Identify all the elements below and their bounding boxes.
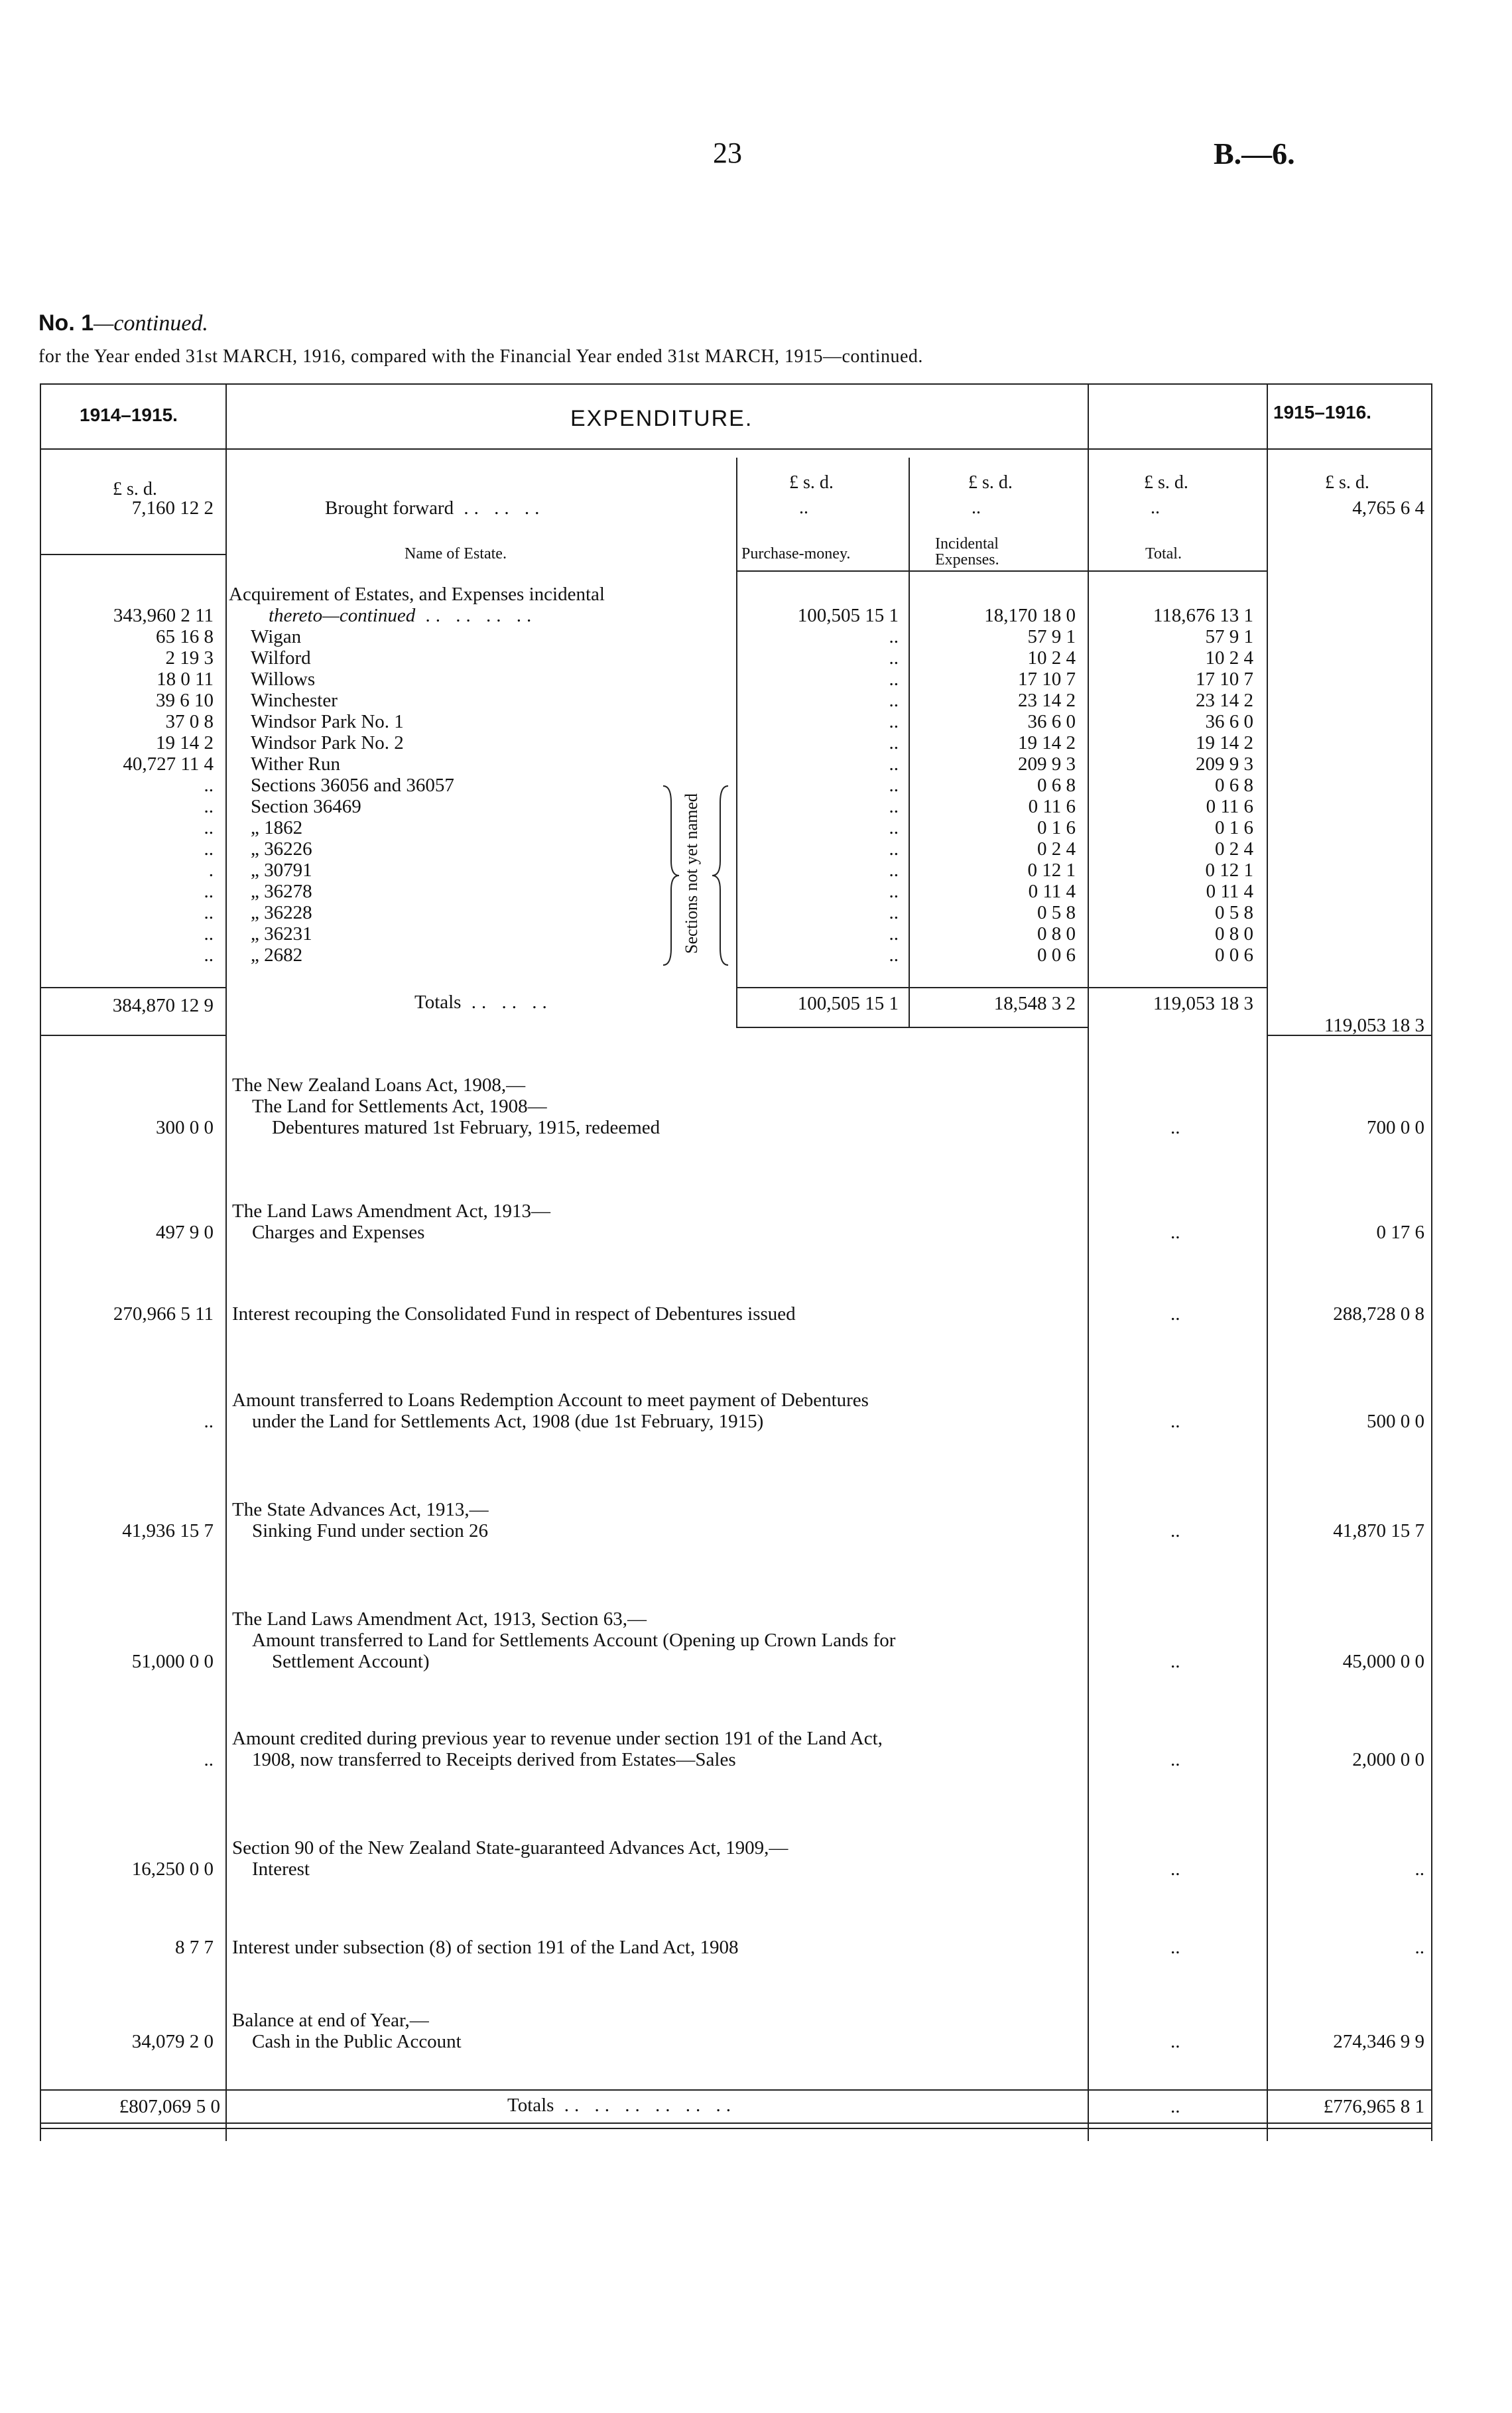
estate-name: Wigan	[251, 626, 302, 647]
item-previous-amount: 41,936 15 7	[122, 1520, 214, 1541]
item-description-line: Settlement Account)	[272, 1651, 430, 1672]
estate-total: 0 6 8	[1215, 775, 1253, 796]
item-current-amount: 41,870 15 7	[1333, 1520, 1424, 1541]
estate-incidental-expenses: 19 14 2	[1018, 732, 1076, 753]
estate-incidental-expenses: 0 6 8	[1037, 775, 1076, 796]
estate-total: 0 11 6	[1206, 796, 1253, 817]
estate-previous-amount: 39 6 10	[156, 690, 214, 711]
document-code: B.—6.	[1214, 137, 1295, 170]
estate-total: 19 14 2	[1196, 732, 1253, 753]
item-previous-amount: 16,250 0 0	[131, 1859, 214, 1880]
unit-header-purchase: £ s. d.	[789, 472, 834, 493]
section-number	[38, 310, 208, 336]
brought-forward-current: 4,765 6 4	[1352, 497, 1424, 519]
estate-total: 0 12 1	[1205, 860, 1253, 881]
item-previous-amount: 497 9 0	[156, 1222, 214, 1243]
item-description-line: Cash in the Public Account	[252, 2031, 462, 2052]
estate-previous-amount: ..	[204, 923, 214, 945]
estate-purchase-money: ..	[889, 732, 899, 753]
brought-forward-label-text: Brought forward	[325, 497, 454, 519]
rule	[40, 1035, 225, 1036]
column-name-of-estate: Name of Estate.	[405, 545, 507, 562]
estate-total: 57 9 1	[1205, 626, 1253, 647]
estate-name: „ 30791	[251, 860, 312, 881]
brace-right	[712, 786, 728, 965]
estate-purchase-money: ..	[889, 860, 899, 881]
estates-total-total: 119,053 18 3	[1153, 993, 1253, 1014]
brought-forward-previous: 7,160 12 2	[131, 497, 214, 519]
item-description-line: Charges and Expenses	[252, 1222, 425, 1243]
estate-total: 118,676 13 1	[1153, 605, 1253, 626]
brace-left	[663, 786, 679, 965]
item-description-line: Amount transferred to Loans Redemption Account to meet payment of Debentures	[232, 1390, 869, 1411]
estate-total: 10 2 4	[1205, 647, 1253, 669]
estate-name: Windsor Park No. 1	[251, 711, 404, 732]
estate-previous-amount: .	[208, 860, 214, 881]
grand-total-label-text: Totals	[507, 2095, 554, 2116]
item-description-line: Debentures matured 1st February, 1915, redeemed	[272, 1117, 661, 1138]
estate-incidental-expenses: 23 14 2	[1018, 690, 1076, 711]
unit-header-current: £ s. d.	[1325, 472, 1369, 493]
estate-incidental-expenses: 0 11 4	[1028, 881, 1076, 902]
estate-previous-amount: ..	[204, 796, 214, 817]
item-description-line: Amount transferred to Land for Settlements Account (Opening up Crown Lands for	[252, 1630, 896, 1651]
rule	[40, 554, 225, 555]
item-description-line: The Land Laws Amendment Act, 1913—	[232, 1201, 551, 1222]
item-description-line: The New Zealand Loans Act, 1908,—	[232, 1075, 526, 1096]
sections-not-yet-named-label: Sections not yet named	[682, 793, 701, 954]
estate-incidental-expenses: 0 2 4	[1037, 838, 1076, 860]
item-middle-placeholder: ..	[1170, 2031, 1180, 2052]
header-year-previous: 1914–1915.	[80, 405, 178, 425]
placeholder: ..	[1151, 497, 1160, 518]
item-current-amount: 2,000 0 0	[1352, 1749, 1424, 1770]
grand-total-previous: £807,069 5 0	[119, 2096, 220, 2117]
estate-previous-amount: 343,960 2 11	[113, 605, 214, 626]
item-previous-amount: 300 0 0	[156, 1117, 214, 1138]
estate-incidental-expenses: 0 11 6	[1028, 796, 1076, 817]
item-description-line: The Land Laws Amendment Act, 1913, Section 63,—	[232, 1608, 647, 1630]
item-current-amount: ..	[1415, 1859, 1424, 1880]
item-description-line: Interest recouping the Consolidated Fund in respect of Debentures issued	[232, 1303, 796, 1325]
estate-incidental-expenses: 18,170 18 0	[984, 605, 1076, 626]
estate-purchase-money: ..	[889, 690, 899, 711]
estate-incidental-expenses: 209 9 3	[1018, 753, 1076, 775]
item-middle-placeholder: ..	[1170, 1222, 1180, 1243]
rule	[40, 383, 1432, 385]
estate-total: 0 0 6	[1215, 945, 1253, 966]
estate-purchase-money: ..	[889, 902, 899, 923]
column-total: Total.	[1145, 545, 1182, 562]
estate-incidental-expenses: 0 12 1	[1027, 860, 1076, 881]
estate-purchase-money: ..	[889, 626, 899, 647]
estate-purchase-money: ..	[889, 775, 899, 796]
item-current-amount: 288,728 0 8	[1333, 1303, 1424, 1325]
estate-previous-amount: ..	[204, 945, 214, 966]
estate-name: Wither Run	[251, 753, 340, 775]
estate-previous-amount: ..	[204, 881, 214, 902]
grand-total-label: Totals .. .. .. .. .. ..	[507, 2095, 736, 2116]
estate-total: 209 9 3	[1196, 753, 1253, 775]
estate-previous-amount: ..	[204, 902, 214, 923]
estate-name: „ 36226	[251, 838, 312, 860]
item-previous-amount: 8 7 7	[175, 1937, 214, 1958]
table-subtitle: for the Year ended 31st MARCH, 1916, compared with the Financial Year ended 31st MARCH, 1915—continued.	[38, 346, 923, 367]
item-middle-placeholder: ..	[1170, 1651, 1180, 1672]
estate-purchase-money: ..	[889, 796, 899, 817]
estate-name: Windsor Park No. 2	[251, 732, 404, 753]
estates-total-current: 119,053 18 3	[1324, 1015, 1424, 1036]
item-middle-placeholder: ..	[1170, 1411, 1180, 1432]
estate-name: Section 36469	[251, 796, 361, 817]
item-current-amount: 500 0 0	[1367, 1411, 1424, 1432]
acquirement-heading-line2: thereto—continued .. .. .. ..	[269, 605, 537, 626]
acquirement-heading-line1: Acquirement of Estates, and Expenses incidental	[229, 584, 605, 605]
grand-total-current: £776,965 8 1	[1323, 2096, 1424, 2117]
estate-name: Sections 36056 and 36057	[251, 775, 454, 796]
rule	[40, 2122, 1432, 2124]
estate-purchase-money: ..	[889, 817, 899, 838]
estate-total: 0 5 8	[1215, 902, 1253, 923]
estate-incidental-expenses: 0 8 0	[1037, 923, 1076, 945]
section-number-suffix: —continued.	[94, 311, 208, 336]
estates-total-previous: 384,870 12 9	[112, 995, 214, 1016]
estate-purchase-money: ..	[889, 945, 899, 966]
estate-name: „ 1862	[251, 817, 303, 838]
item-middle-placeholder: ..	[1170, 1303, 1180, 1325]
estate-previous-amount: 40,727 11 4	[123, 753, 214, 775]
item-description-line: 1908, now transferred to Receipts derived from Estates—Sales	[252, 1749, 736, 1770]
item-current-amount: 45,000 0 0	[1342, 1651, 1424, 1672]
estate-total: 17 10 7	[1196, 669, 1253, 690]
item-previous-amount: 51,000 0 0	[131, 1651, 214, 1672]
item-description-line: Sinking Fund under section 26	[252, 1520, 489, 1541]
placeholder: ..	[972, 497, 981, 518]
estate-incidental-expenses: 0 5 8	[1037, 902, 1076, 923]
estate-incidental-expenses: 0 0 6	[1037, 945, 1076, 966]
rule	[40, 448, 1432, 450]
item-previous-amount: ..	[204, 1411, 214, 1432]
item-description-line: Interest	[252, 1859, 310, 1880]
unit-header-previous: £ s. d.	[113, 479, 157, 499]
estate-total: 0 8 0	[1215, 923, 1253, 945]
item-description-line: The State Advances Act, 1913,—	[232, 1499, 489, 1520]
estates-total-label-text: Totals	[414, 992, 462, 1013]
rule	[225, 383, 227, 2141]
acquirement-heading-text: thereto—continued	[269, 605, 416, 626]
estate-total: 0 11 4	[1206, 881, 1253, 902]
estate-purchase-money: ..	[889, 881, 899, 902]
rule	[736, 987, 1267, 988]
item-middle-placeholder: ..	[1170, 1117, 1180, 1138]
estate-name: Willows	[251, 669, 316, 690]
estate-purchase-money: 100,505 15 1	[797, 605, 899, 626]
item-previous-amount: 270,966 5 11	[113, 1303, 214, 1325]
item-middle-placeholder: ..	[1170, 1749, 1180, 1770]
item-middle-placeholder: ..	[1170, 1937, 1180, 1958]
unit-header-total: £ s. d.	[1144, 472, 1188, 493]
rule	[40, 2128, 1432, 2129]
item-current-amount: 0 17 6	[1376, 1222, 1424, 1243]
estate-purchase-money: ..	[889, 669, 899, 690]
estate-name: „ 36228	[251, 902, 312, 923]
estate-name: „ 36231	[251, 923, 312, 945]
estate-previous-amount: 19 14 2	[156, 732, 214, 753]
estate-name: Winchester	[251, 690, 338, 711]
brought-forward-label: Brought forward .. .. ..	[325, 497, 545, 519]
column-incidental-expenses: Incidental Expenses.	[935, 535, 999, 568]
item-middle-placeholder: ..	[1170, 1520, 1180, 1541]
item-current-amount: 274,346 9 9	[1333, 2031, 1424, 2052]
estate-previous-amount: 18 0 11	[157, 669, 214, 690]
estate-purchase-money: ..	[889, 647, 899, 669]
estates-total-purchase: 100,505 15 1	[797, 993, 899, 1014]
estate-incidental-expenses: 17 10 7	[1018, 669, 1076, 690]
estates-total-incidental: 18,548 3 2	[993, 993, 1076, 1014]
unit-header-incidental: £ s. d.	[968, 472, 1013, 493]
section-number-main: No. 1	[38, 310, 94, 336]
item-description-line: under the Land for Settlements Act, 1908 (due 1st February, 1915)	[252, 1411, 764, 1432]
rule	[736, 570, 1267, 572]
estate-previous-amount: ..	[204, 838, 214, 860]
estate-incidental-expenses: 36 6 0	[1027, 711, 1076, 732]
item-current-amount: ..	[1415, 1937, 1424, 1958]
header-year-current: 1915–1916.	[1273, 402, 1371, 423]
item-middle-placeholder: ..	[1170, 1859, 1180, 1880]
item-description-line: Amount credited during previous year to revenue under section 191 of the Land Act,	[232, 1728, 883, 1749]
estates-total-label: Totals .. .. ..	[414, 992, 552, 1013]
estate-total: 0 2 4	[1215, 838, 1253, 860]
estate-previous-amount: 37 0 8	[165, 711, 214, 732]
rule	[40, 987, 225, 988]
estate-total: 36 6 0	[1205, 711, 1253, 732]
item-description-line: Balance at end of Year,—	[232, 2010, 429, 2031]
estate-name: Wilford	[251, 647, 311, 669]
estate-purchase-money: ..	[889, 711, 899, 732]
rule	[1431, 383, 1432, 2141]
item-previous-amount: 34,079 2 0	[131, 2031, 214, 2052]
grand-total-middle: ..	[1170, 2096, 1180, 2117]
estate-incidental-expenses: 0 1 6	[1037, 817, 1076, 838]
placeholder: ..	[799, 497, 808, 518]
estate-purchase-money: ..	[889, 838, 899, 860]
item-current-amount: 700 0 0	[1367, 1117, 1424, 1138]
estate-name: „ 2682	[251, 945, 303, 966]
estate-total: 23 14 2	[1196, 690, 1253, 711]
estate-total: 0 1 6	[1215, 817, 1253, 838]
estate-previous-amount: 2 19 3	[165, 647, 214, 669]
estate-purchase-money: ..	[889, 923, 899, 945]
estate-purchase-money: ..	[889, 753, 899, 775]
estate-name: „ 36278	[251, 881, 312, 902]
estate-incidental-expenses: 10 2 4	[1027, 647, 1076, 669]
item-description-line: Interest under subsection (8) of section 191 of the Land Act, 1908	[232, 1937, 739, 1958]
column-purchase-money: Purchase-money.	[741, 545, 851, 562]
estate-previous-amount: ..	[204, 817, 214, 838]
estate-incidental-expenses: 57 9 1	[1027, 626, 1076, 647]
item-description-line: Section 90 of the New Zealand State-guaranteed Advances Act, 1909,—	[232, 1837, 788, 1859]
estate-previous-amount: 65 16 8	[156, 626, 214, 647]
item-description-line: The Land for Settlements Act, 1908—	[252, 1096, 547, 1117]
header-expenditure: EXPENDITURE.	[570, 406, 753, 431]
rule	[736, 1027, 1088, 1028]
item-previous-amount: ..	[204, 1749, 214, 1770]
page-number: 23	[713, 137, 742, 169]
estate-previous-amount: ..	[204, 775, 214, 796]
rule	[40, 2089, 1432, 2091]
